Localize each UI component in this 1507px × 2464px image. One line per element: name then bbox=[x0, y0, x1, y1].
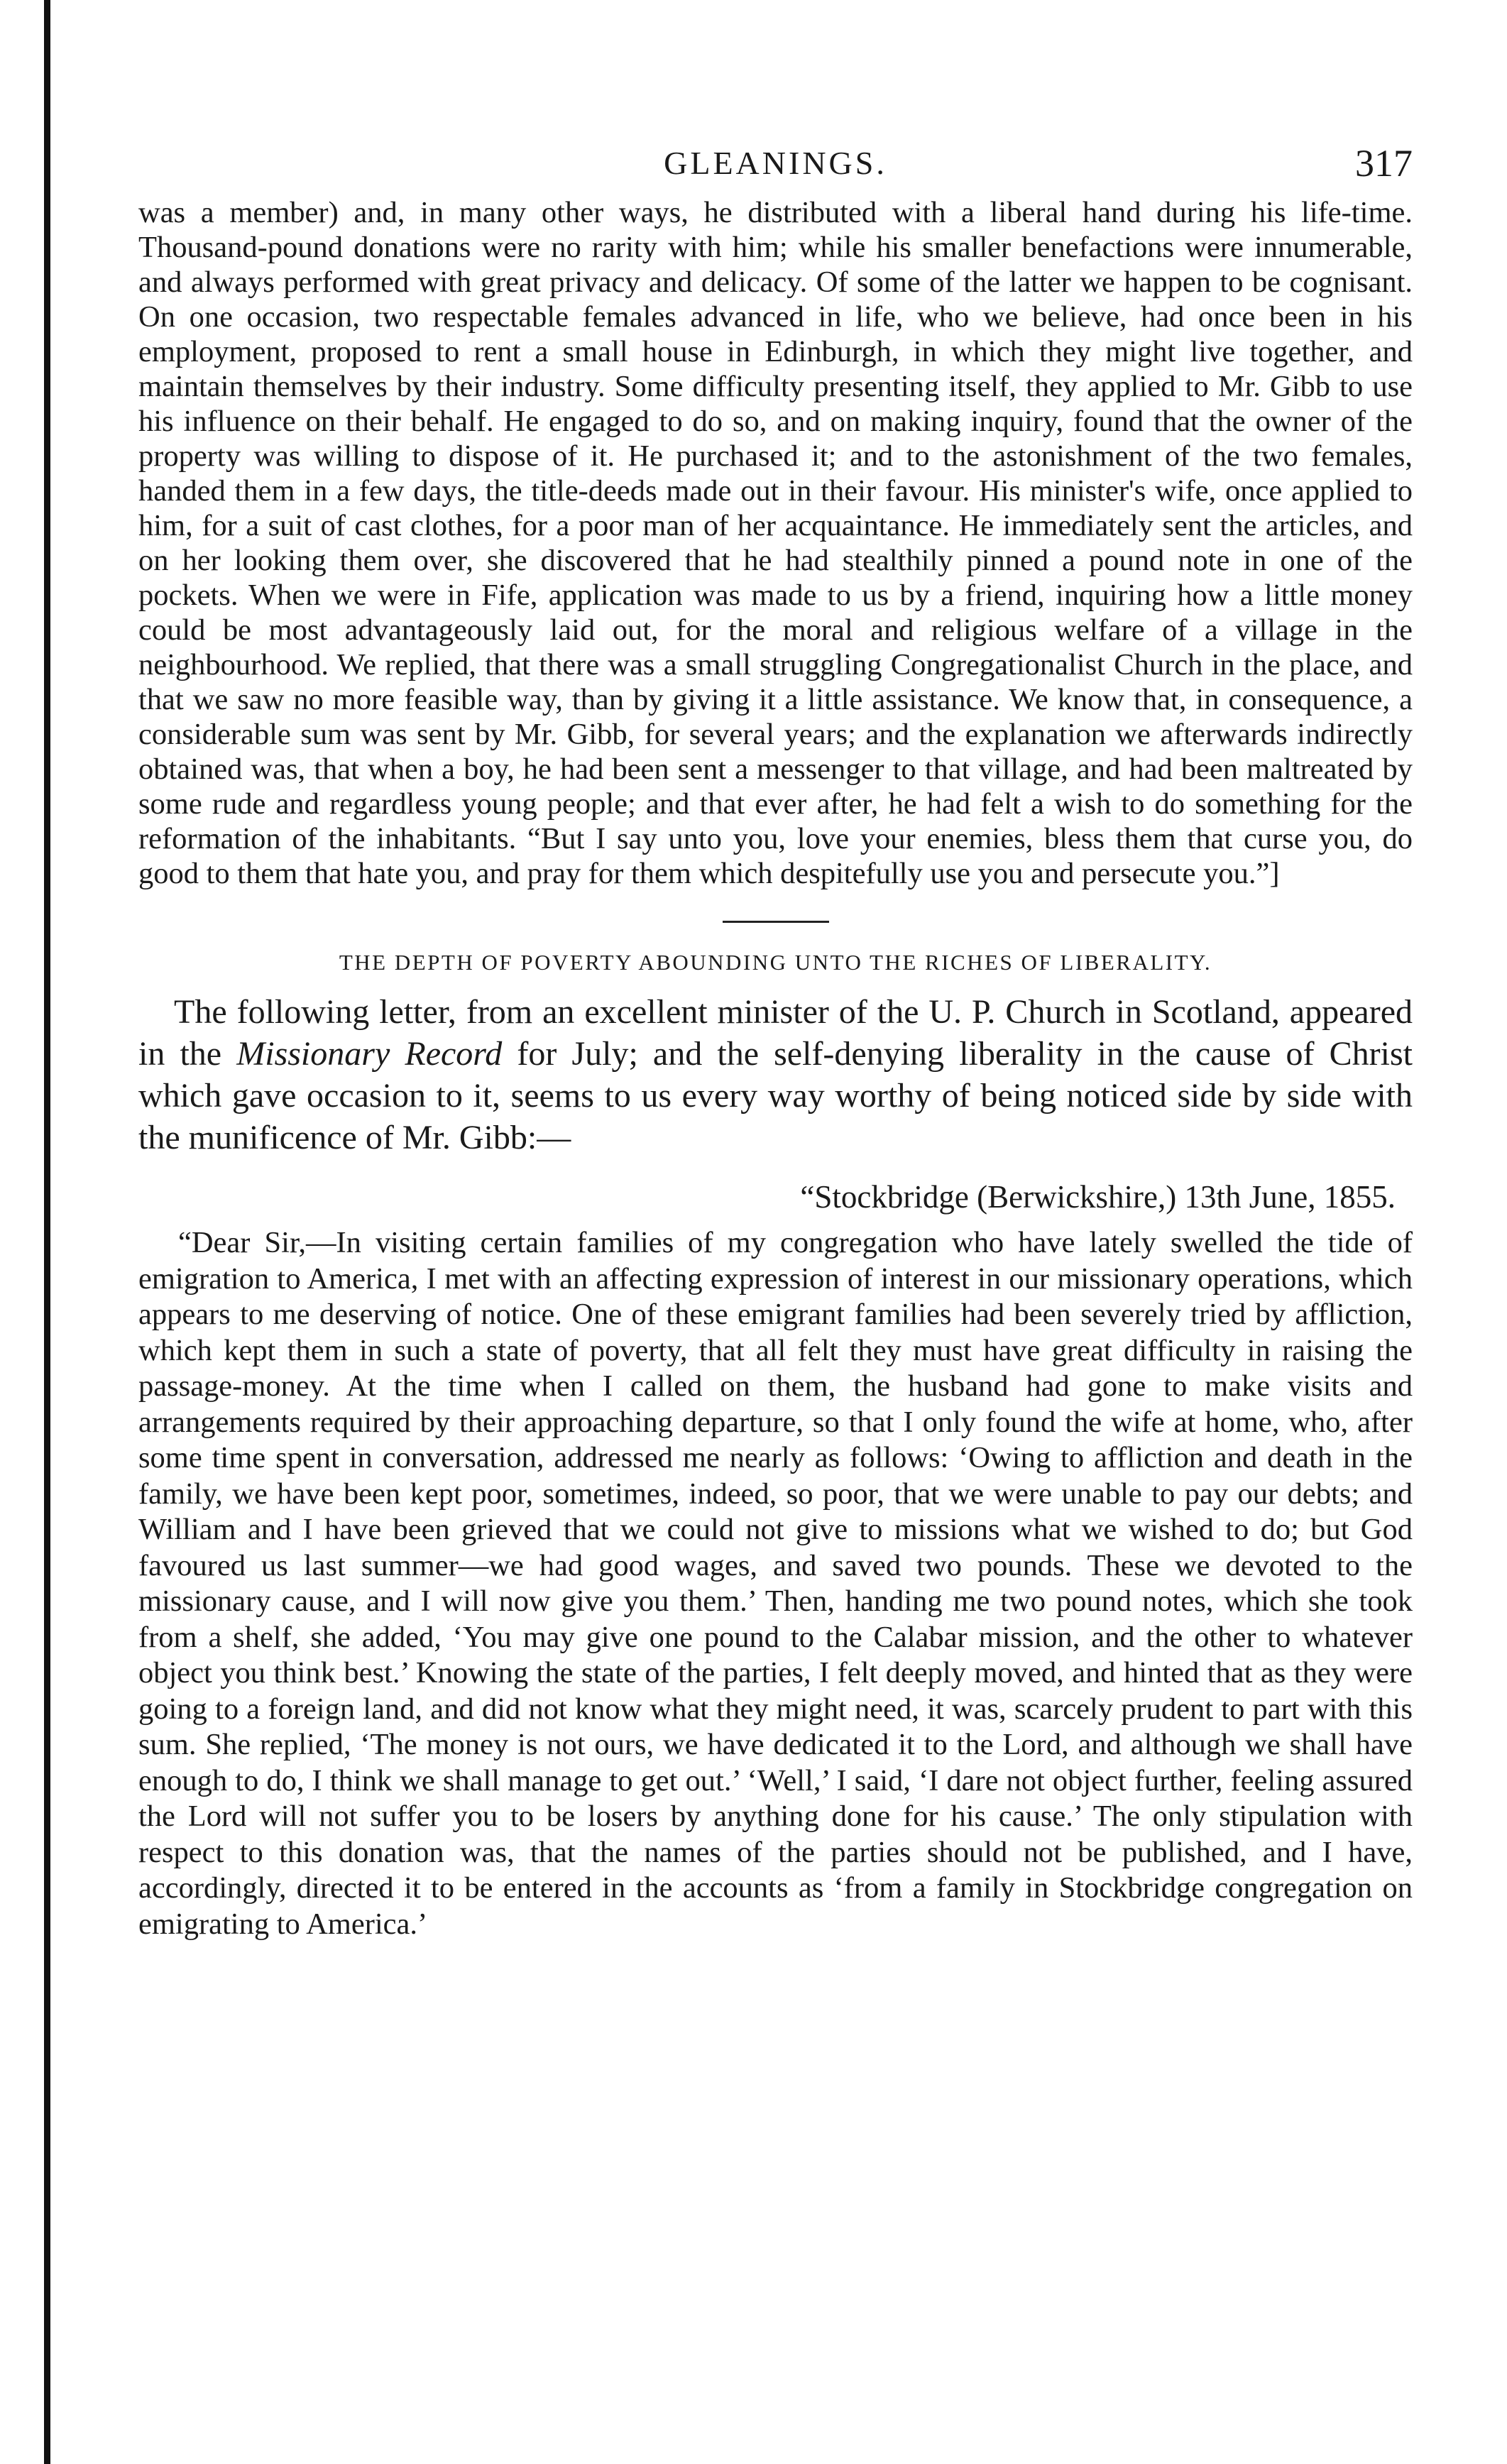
page-number: 317 bbox=[1355, 142, 1413, 185]
letter-body: “Dear Sir,—In visiting certain families of my congregation who have lately swelled the tide of emigration to America, I met with an affecting expression of interest in our missionary operations, which appears to me deserving of notice. One of these emigrant families had been severely tried by affliction, which kept them in such a state of poverty, that all felt they must have great difficulty in raising the passage-money. At the time when I called on them, the husband had gone to make visits and arrangements required by their approaching departure, so that I only found the wife at home, who, after some time spent in conversation, addressed me nearly as follows: ‘Owing to affliction and death in the family, we have been kept poor, sometimes, indeed, so poor, that we were unable to pay our debts; and William and I have been grieved that we could not give to missions what we wished to do; but God favoured us last summer—we had good wages, and saved two pounds. These we devoted to the missionary cause, and I will now give you them.’ Then, handing me two pound notes, which she took from a shelf, she added, ‘You may give one pound to the Calabar mission, and the other to whatever object you think best.’ Knowing the state of the parties, I felt deeply moved, and hinted that as they were going to a foreign land, and did not know what they might need, it was, scarcely prudent to part with this sum. She replied, ‘The money is not ours, we have dedicated it to the Lord, and although we shall have enough to do, I think we shall manage to get out.’ ‘Well,’ I said, ‘I dare not object further, feeling assured the Lord will not suffer you to be losers by anything done for his cause.’ The only stipulation with respect to this donation was, that the names of the parties should not be published, and I have, accordingly, directed it to be entered in the accounts as ‘from a family in Stockbridge congregation on emigrating to America.’ bbox=[138, 1226, 1413, 1941]
gibb-paragraph: was a member) and, in many other ways, he distributed with a liberal hand during his life-time. Thousand-pound donations were no rarity with him; while his smaller benefactions were innumerable, and always performed with great privacy and delicacy. Of some of the latter we happen to be cognisant. On one occasion, two respectable females advanced in life, who we believe, had once been in his employment, proposed to rent a small house in Edinburgh, in which they might live together, and maintain themselves by their industry. Some difficulty presenting itself, they applied to Mr. Gibb to use his influence on their behalf. He engaged to do so, and on making inquiry, found that the owner of the property was willing to dispose of it. He purchased it; and to the astonishment of the two females, handed them in a few days, the title-deeds made out in their favour. His minister's wife, once applied to him, for a suit of cast clothes, for a poor man of her acquaintance. He immediately sent the articles, and on her looking them over, she discovered that he had stealthily pinned a pound note in one of the pockets. When we were in Fife, application was made to us by a friend, inquiring how a little money could be most advantageously laid out, for the moral and religious welfare of a village in the neighbourhood. We replied, that there was a small struggling Congregationalist Church in the place, and that we saw no more feasible way, than by giving it a little assistance. We know that, in consequence, a considerable sum was sent by Mr. Gibb, for several years; and the explanation we afterwards indirectly obtained was, that when a boy, he had been sent a messenger to that village, and had been maltreated by some rude and regardless young people; and that ever after, he had felt a wish to do something for the reformation of the inhabitants. “But I say unto you, love your enemies, bless them that curse you, do good to them that hate you, and pray for them which despitefully use you and persecute you.”] bbox=[138, 196, 1413, 890]
letter-dateline: “Stockbridge (Berwickshire,) 13th June, 1855. bbox=[800, 1179, 1396, 1215]
section-heading: THE DEPTH OF POVERTY ABOUNDING UNTO THE RICHES OF LIBERALITY. bbox=[339, 950, 1212, 975]
intro-text-end: for July; and the self-denying liberality in the cause of Christ which gave occasion to it, seems to us every way worthy of being noticed side by side with the munificence of Mr. Gibb:— bbox=[138, 1035, 1413, 1156]
page-spine-shadow bbox=[44, 0, 50, 2464]
section-intro bbox=[138, 991, 1413, 1159]
book-page bbox=[138, 131, 1413, 1942]
section-divider bbox=[723, 921, 829, 923]
intro-publication-title: Missionary Record bbox=[236, 1035, 503, 1073]
page-header bbox=[138, 131, 1413, 195]
running-head: GLEANINGS. bbox=[664, 145, 887, 181]
intro-text-start: The following letter, from an excellent minister of the U. P. Church in Scotland, appeared in the bbox=[138, 993, 1413, 1073]
